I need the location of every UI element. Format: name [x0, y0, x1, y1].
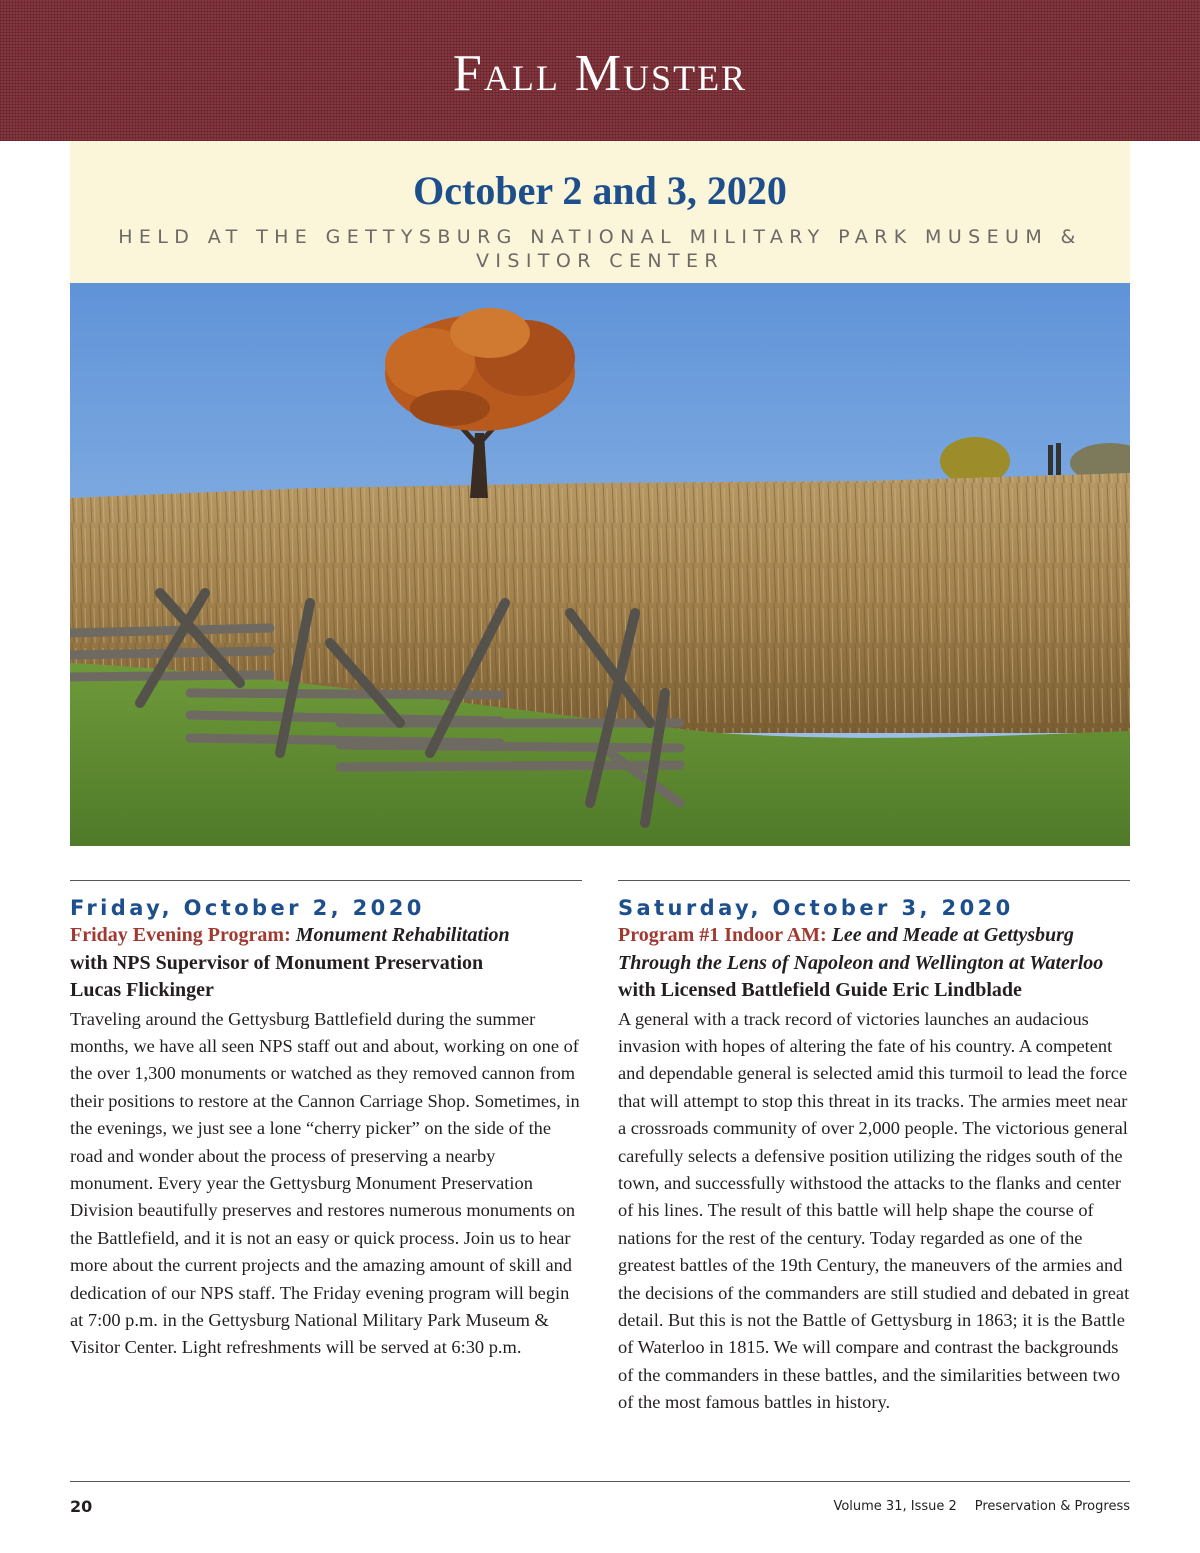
column-divider	[618, 880, 1130, 881]
page-number: 20	[70, 1497, 93, 1516]
saturday-program-line	[618, 922, 1130, 977]
issue-label: Volume 31, Issue 2	[833, 1499, 957, 1514]
friday-description: Traveling around the Gettysburg Battlefield during the summer months, we have all seen NPS staff out and about, working on one of the over 1,300 monuments or watched as they removed cannon from their positions to restore at the Cannon Carriage Shop. Sometimes, in the evenings, we just see a lone “cherry picker” on the side of the road and wonder about the process of preserving a nearby monument. Every year the Gettysburg Monument Preservation Division beautifully preserves and restores numerous monuments on the Battlefield, and it is not an easy or quick process. Join us to hear more about the current projects and the amazing amount of skill and dedication of our NPS staff. The Friday evening program will begin at 7:00 p.m. in the Gettysburg National Military Park Museum & Visitor Center. Light refreshments will be served at 6:30 p.m.	[70, 1008, 580, 1358]
venue-line: HELD AT THE GETTYSBURG NATIONAL MILITARY PARK MUSEUM & VISITOR CENTER	[118, 226, 1082, 272]
saturday-description: A general with a track record of victories launches an audacious invasion with hopes of altering the fate of his country. A competent and dependable general is selected amid this turmoil to lead the force that will attempt to stop this threat in its tracks. The armies meet near a crossroads community of over 2,000 people. The victorious general carefully selects a defensive position utilizing the ridges south of the town, and successfully withstood the attacks to the flanks and center of his lines. The result of this battle will help shape the course of nations for the rest of the century. Today regarded as one of the greatest battles of the 19th Century, the maneuvers of the armies and the decisions of the commanders are still studied and debated in great detail. But this is not the Battle of Gettysburg in 1863; it is the Battle of Waterloo in 1815. We will compare and contrast the backgrounds of the commanders in these battles, and the similarities between two of the most famous battles in history.	[618, 1008, 1130, 1413]
page-title: Fall Muster	[452, 45, 748, 102]
saturday-column	[618, 880, 1130, 1417]
speaker-line: with NPS Supervisor of Monument Preservation	[70, 951, 484, 974]
speaker-name: Lucas Flickinger	[70, 979, 214, 1001]
battlefield-photo	[70, 283, 1130, 846]
footer-publication	[833, 1498, 1130, 1516]
publication-name: Preservation & Progress	[974, 1499, 1130, 1514]
friday-heading: Friday, October 2, 2020	[70, 896, 425, 920]
speaker-line: with Licensed Battlefield Guide Eric Lindblade	[618, 979, 1022, 1001]
masthead	[0, 0, 1200, 141]
program-label: Program #1 Indoor AM:	[618, 924, 827, 946]
friday-column	[70, 880, 582, 1362]
program-title: Monument Rehabilitation	[295, 924, 510, 946]
event-dates: October 2 and 3, 2020	[413, 168, 787, 213]
friday-program-line	[70, 922, 582, 950]
dates-banner	[70, 141, 1130, 283]
column-divider	[70, 880, 582, 881]
footer-divider	[70, 1481, 1130, 1482]
program-label: Friday Evening Program:	[70, 924, 291, 946]
program-title: Lee and Meade at Gettysburg Through the Lens of Napoleon and Wellington at Waterloo	[618, 924, 1104, 974]
saturday-heading: Saturday, October 3, 2020	[618, 896, 1014, 920]
